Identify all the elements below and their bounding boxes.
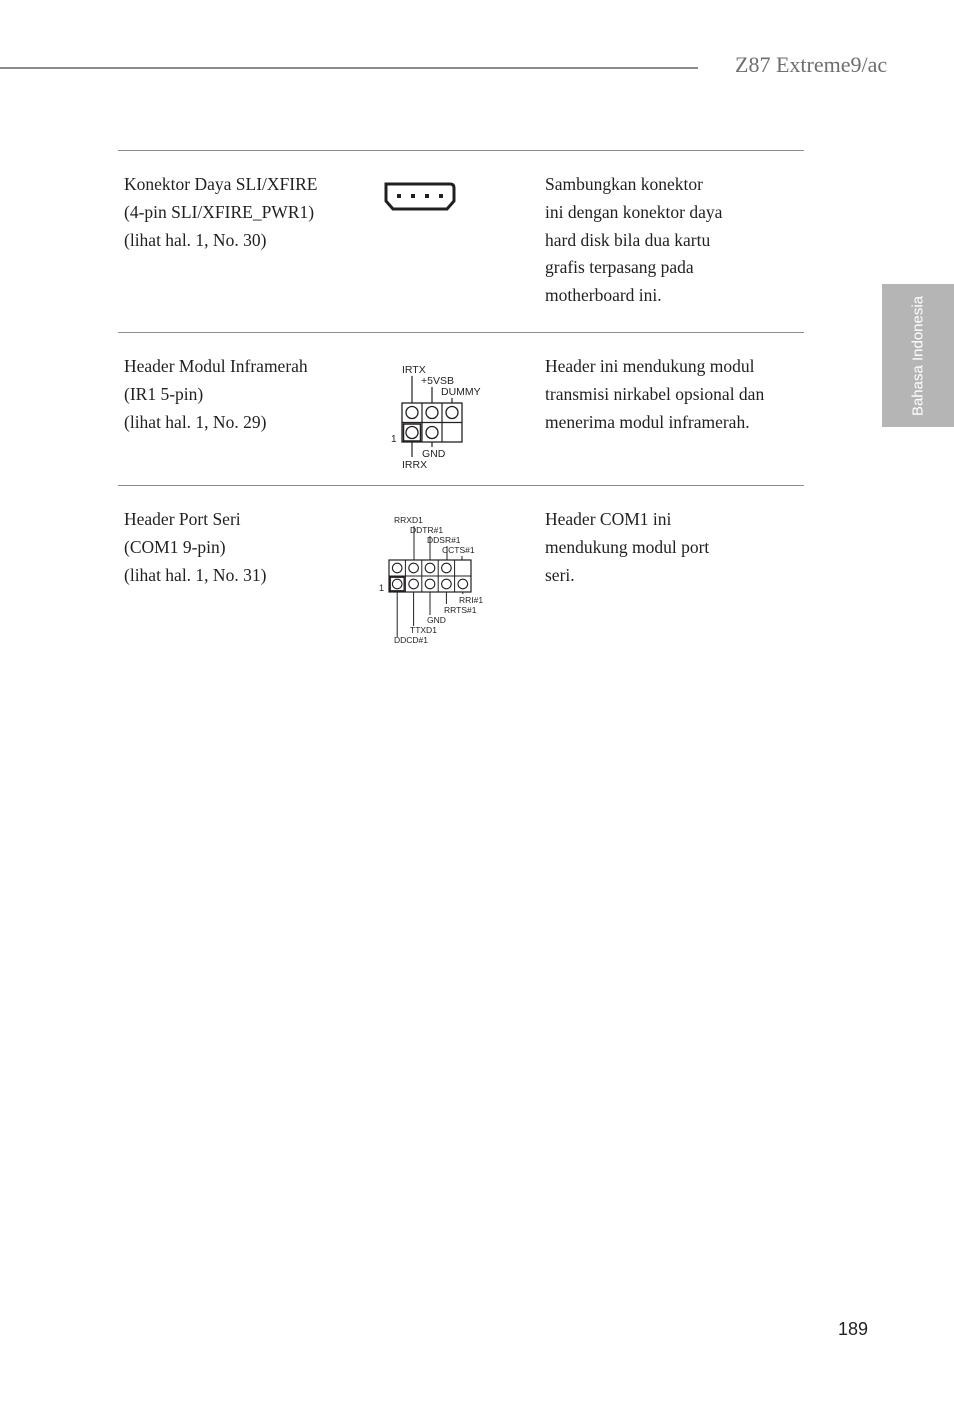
ir-label-irtx: IRTX [402, 364, 426, 376]
com-label-ddtr1: DDTR#1 [410, 525, 444, 535]
ir-label-irrx: IRRX [402, 459, 428, 471]
row-2-right-line: transmisi nirkabel opsional dan [545, 383, 765, 404]
row-3-left-line: (lihat hal. 1, No. 31) [124, 564, 267, 585]
row-1-right-line: Sambungkan konektor [545, 174, 703, 194]
com-pin [458, 579, 468, 589]
row-2-description [545, 353, 764, 436]
com-pin [392, 563, 402, 573]
com-label-gnd: GND [427, 615, 446, 625]
row-1-right-line: ini dengan konektor daya [545, 201, 723, 222]
row-3-description [545, 506, 709, 589]
ir-label-dummy: DUMMY [441, 386, 481, 398]
side-tab-label: Bahasa Indonesia [909, 295, 927, 416]
ir-pin [446, 407, 458, 419]
row-1-description [545, 171, 722, 310]
row-1-left-line: (lihat hal. 1, No. 30) [124, 229, 267, 250]
com-label-rrts1: RRTS#1 [444, 605, 477, 615]
row-2-right-line: Header ini mendukung modul [545, 356, 755, 376]
row-1-right-line: motherboard ini. [545, 285, 662, 306]
ir-pin [426, 407, 438, 419]
com-pin [442, 579, 452, 589]
row-2-left-line: (lihat hal. 1, No. 29) [124, 411, 267, 432]
com-pin [409, 563, 419, 573]
page-header-title: Z87 Extreme9/ac [735, 52, 888, 77]
com-label-ttxd1: TTXD1 [410, 625, 437, 635]
page-number: 189 [838, 1319, 869, 1339]
ir-header-pin-diagram [386, 360, 496, 475]
table-rule-2 [118, 485, 804, 486]
com-pin [392, 579, 402, 589]
row-1-left-line: (4-pin SLI/XFIRE_PWR1) [124, 201, 315, 222]
row-3-connector-name [124, 506, 266, 589]
row-2-connector-name [124, 353, 308, 436]
row-3-left-line: (COM1 9-pin) [124, 536, 226, 557]
row-1-right-line: hard disk bila dua kartu [545, 229, 711, 250]
header-rule [0, 67, 698, 69]
table-rule-top [118, 150, 804, 151]
row-3-left-line: Header Port Seri [124, 509, 241, 529]
ir-label-gnd: GND [422, 448, 446, 460]
row-1-connector-name [124, 171, 317, 254]
com-pin [442, 563, 452, 573]
com-label-ddsr1: DDSR#1 [427, 535, 461, 545]
ir-pin-1-marker: 1 [391, 434, 397, 445]
com1-header-pin-diagram [376, 512, 506, 652]
com-label-rri1: RRI#1 [459, 595, 484, 605]
com-pin [425, 579, 435, 589]
com-label-ddcd1: DDCD#1 [394, 635, 429, 645]
ir-pin [406, 427, 418, 439]
sli-xfire-power-connector-diagram [383, 181, 457, 213]
language-side-tab [882, 284, 954, 427]
com-pin [409, 579, 419, 589]
ir-pin [426, 427, 438, 439]
com-label-rrxd1: RRXD1 [394, 515, 423, 525]
row-1-left-line: Konektor Daya SLI/XFIRE [124, 174, 318, 194]
row-3-right-line: seri. [545, 564, 575, 585]
ir-pin [406, 407, 418, 419]
com-label-ccts1: CCTS#1 [442, 545, 475, 555]
row-3-right-line: mendukung modul port [545, 536, 710, 557]
row-1-right-line: grafis terpasang pada [545, 257, 694, 278]
table-rule-1 [118, 332, 804, 333]
row-2-left-line: (IR1 5-pin) [124, 383, 204, 404]
com-pin [425, 563, 435, 573]
row-2-left-line: Header Modul Inframerah [124, 356, 308, 376]
ir-label-5vsb: +5VSB [421, 375, 454, 387]
row-2-right-line: menerima modul inframerah. [545, 411, 750, 432]
com-pin-1-marker: 1 [379, 583, 385, 593]
row-3-right-line: Header COM1 ini [545, 509, 672, 529]
